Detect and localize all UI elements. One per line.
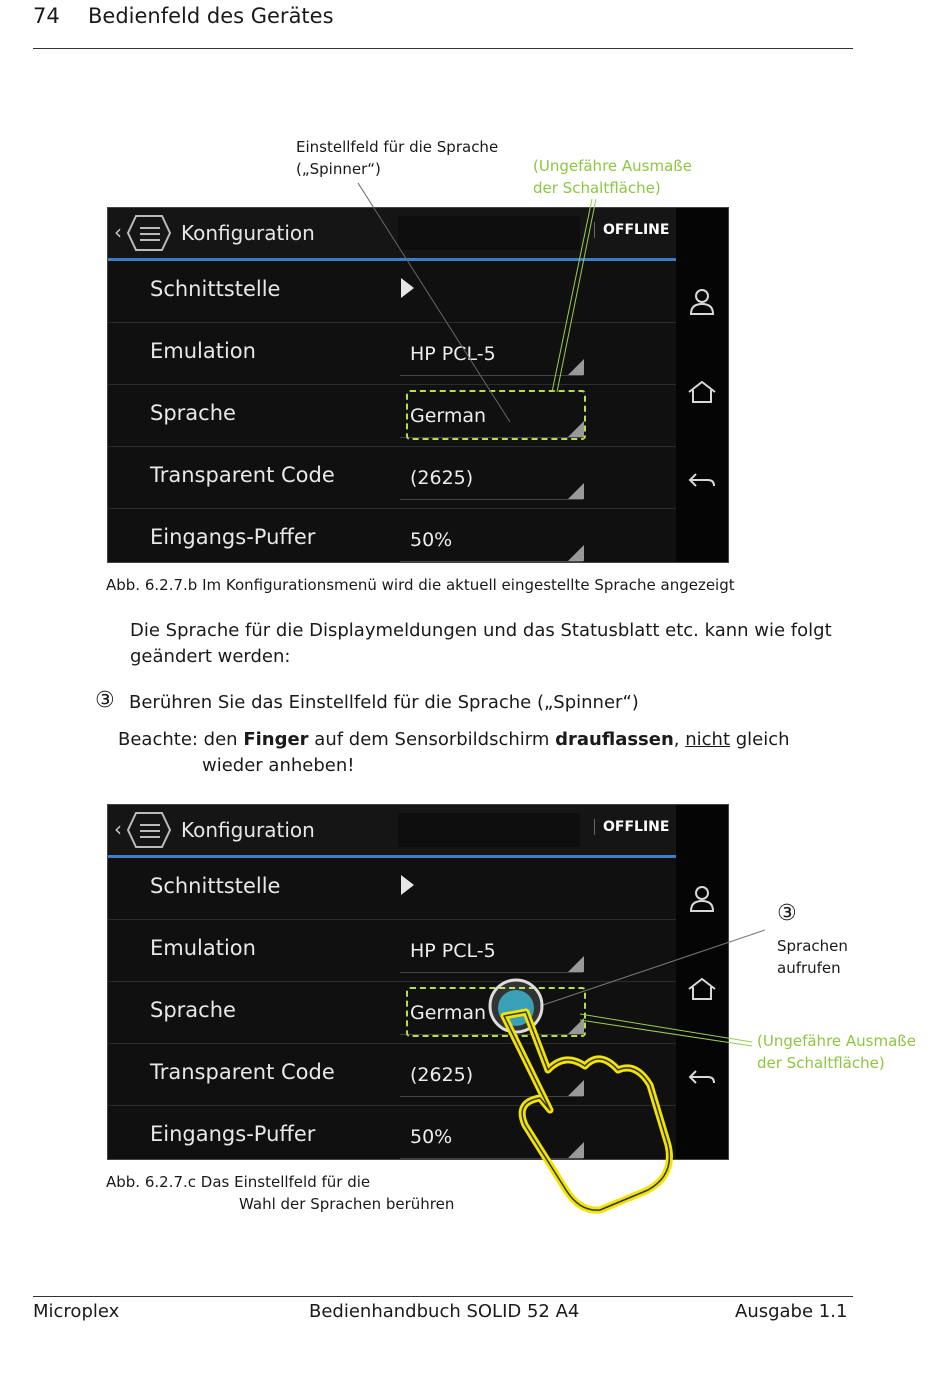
screen-title: Konfiguration — [181, 221, 315, 245]
note-drauflassen: drauflassen — [555, 729, 674, 750]
footer-rule — [33, 1296, 853, 1297]
input-buffer-spinner[interactable]: 50% — [410, 529, 453, 551]
screen-title: Konfiguration — [181, 818, 315, 842]
offline-status: OFFLINE — [594, 819, 669, 835]
row-label: Eingangs-Puffer — [150, 1122, 316, 1146]
row-label: Transparent Code — [150, 463, 335, 487]
figure-caption-1: Abb. 6.2.7.b Im Konfigurationsmenü wird die aktuell eingestellte Sprache angezeigt — [106, 576, 735, 594]
row-label: Schnittstelle — [150, 277, 281, 301]
row-label: Emulation — [150, 339, 256, 363]
offline-status: OFFLINE — [594, 222, 669, 238]
leader-line-call — [540, 930, 765, 1006]
annotation-spinner-line2: („Spinner“) — [296, 160, 381, 178]
note-nicht: nicht — [685, 729, 731, 750]
back-chevron-icon[interactable]: ‹ — [114, 817, 122, 841]
annotation-spinner-line1: Einstellfeld für die Sprache — [296, 138, 499, 156]
leader-line-size-a — [580, 1014, 752, 1042]
emulation-spinner[interactable]: HP PCL-5 — [410, 940, 496, 962]
leader-line-size-a — [552, 199, 592, 392]
annotation-call-line2: aufrufen — [777, 959, 841, 977]
note-line-1 — [118, 727, 790, 753]
row-label: Schnittstelle — [150, 874, 281, 898]
input-buffer-spinner[interactable]: 50% — [410, 1126, 453, 1148]
row-label: Eingangs-Puffer — [150, 525, 316, 549]
figure-2-overlay — [0, 780, 950, 1230]
row-label: Sprache — [150, 401, 236, 425]
note-line-2: wieder anheben! — [202, 755, 355, 776]
footer-edition: Ausgabe 1.1 — [735, 1301, 848, 1322]
back-chevron-icon[interactable]: ‹ — [114, 220, 122, 244]
note-comma: , — [673, 729, 686, 750]
page-header-title: Bedienfeld des Gerätes — [88, 4, 334, 28]
footer-manual: Bedienhandbuch SOLID 52 A4 — [309, 1301, 580, 1322]
emulation-spinner[interactable]: HP PCL-5 — [410, 343, 496, 365]
transparent-code-spinner[interactable]: (2625) — [410, 467, 474, 489]
page-number: 74 — [33, 4, 60, 28]
footer-company: Microplex — [33, 1301, 120, 1322]
step-instruction: Berühren Sie das Einstellfeld für die Sprache („Spinner“) — [129, 692, 639, 713]
annotation-size-line1: (Ungefähre Ausmaße — [533, 157, 692, 175]
language-spinner[interactable]: German — [410, 1002, 487, 1024]
language-spinner[interactable]: German — [410, 405, 487, 427]
note-mid: auf dem Sensorbildschirm — [308, 729, 556, 750]
row-label: Emulation — [150, 936, 256, 960]
figure-caption-2-line1: Abb. 6.2.7.c Das Einstellfeld für die — [106, 1173, 371, 1191]
leader-line-spinner — [358, 183, 510, 422]
step-marker-icon-2: ③ — [777, 901, 797, 926]
figure-caption-2-line2: Wahl der Sprachen berühren — [239, 1195, 455, 1213]
note-finger: Finger — [243, 729, 309, 750]
annotation-size-2-line2: der Schaltfläche) — [757, 1054, 885, 1072]
pointing-hand-icon — [490, 980, 669, 1210]
leader-line-size-b — [580, 1020, 752, 1046]
note-end: gleich — [730, 729, 790, 750]
step-marker-icon: ③ — [95, 688, 115, 713]
paragraph-1 — [130, 618, 832, 670]
annotation-size-line2: der Schaltfläche) — [533, 179, 661, 197]
paragraph-1-line1: Die Sprache für die Displaymeldungen und das Statusblatt etc. kann wie folgt — [130, 620, 832, 641]
note-prefix: Beachte: den — [118, 729, 244, 750]
row-label: Sprache — [150, 998, 236, 1022]
leader-line-size-b — [557, 199, 596, 392]
transparent-code-spinner[interactable]: (2625) — [410, 1064, 474, 1086]
annotation-size-2-line1: (Ungefähre Ausmaße — [757, 1032, 916, 1050]
row-label: Transparent Code — [150, 1060, 335, 1084]
paragraph-1-line2: geändert werden: — [130, 646, 291, 667]
annotation-call-line1: Sprachen — [777, 937, 848, 955]
annotation-call — [777, 935, 848, 979]
annotation-size-2 — [757, 1030, 916, 1074]
